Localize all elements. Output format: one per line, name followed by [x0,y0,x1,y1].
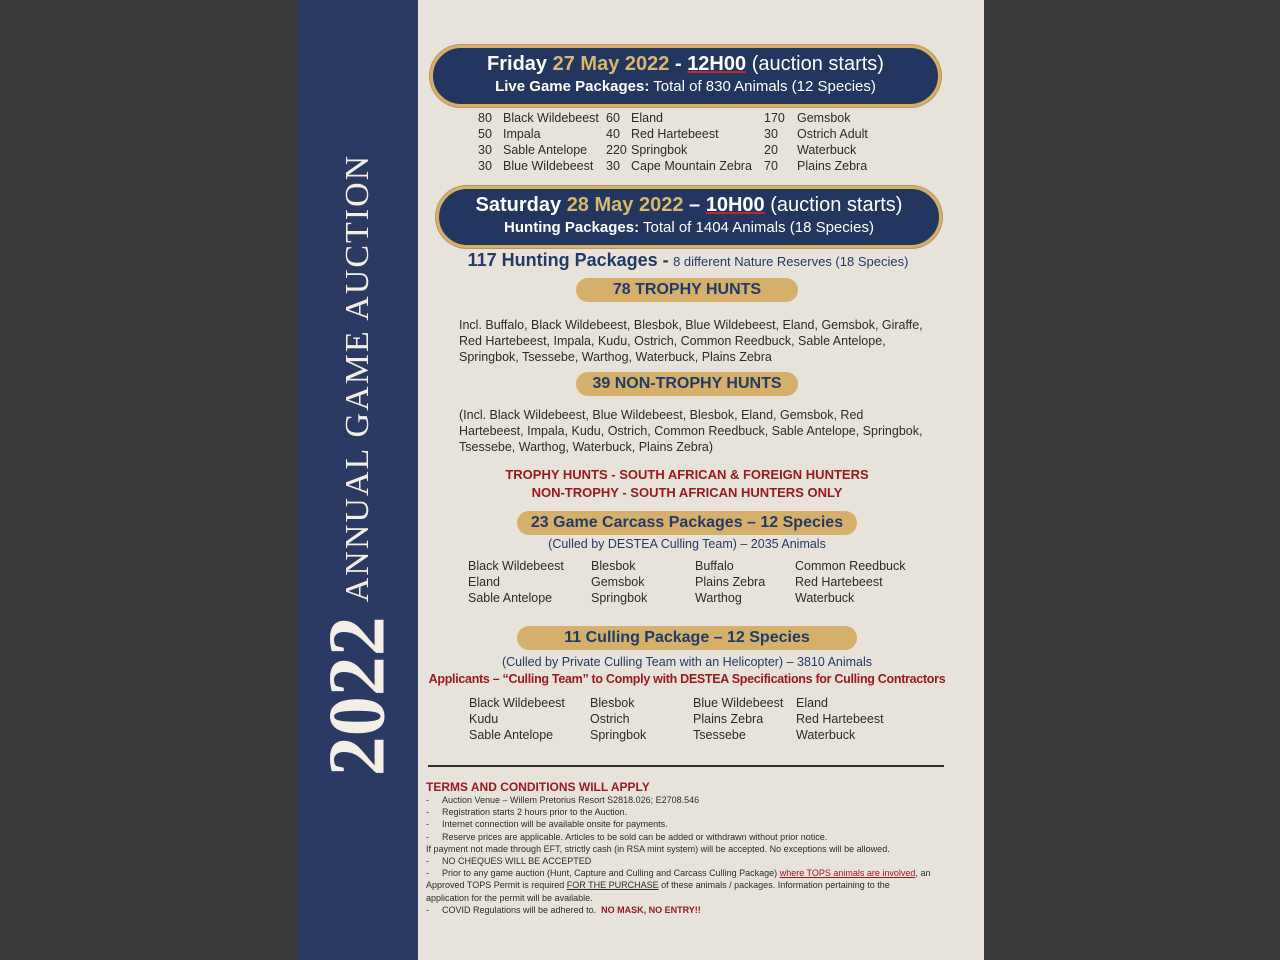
terms-item [426,806,946,818]
non-trophy-hunts-species: (Incl. Black Wildebeest, Blue Wildebeest, Blesbok, Eland, Gemsbok, Red Hartebeest, Impala, Kudu, Ostrich, Common Reedbuck, Sable Antelope, Springbok, Tsessebe, Warthog, Waterbuck, Plains Zebra) [459,408,923,454]
species: Waterbuck [795,591,855,605]
species: Sable Antelope [469,728,554,742]
bullet-dash: - [426,831,429,842]
terms-item [426,831,946,843]
carcass-packages-label: 23 Game Carcass Packages – 12 Species [517,511,857,535]
live-game-list [478,110,868,174]
species: Waterbuck [796,728,856,742]
terms-covid: COVID Regulations will be adhered to. [442,904,597,915]
species: Ostrich [590,712,630,726]
species: Gemsbok [797,111,851,125]
terms-item [426,867,946,879]
friday-banner [430,45,941,107]
species: Warthog [695,591,742,605]
terms-tops-e: FOR THE PURCHASE [566,880,659,891]
culling-applicants-note: Applicants – “Culling Team” to Comply with DESTEA Specifications for Culling Contractors [428,672,946,686]
friday-date: 27 May 2022 [552,53,670,75]
terms-section [426,780,946,916]
count: 40 [606,127,620,141]
saturday-date: 28 May 2022 [566,194,684,216]
live-game-row [478,110,868,126]
species: Gemsbok [591,575,645,589]
count: 70 [764,159,778,173]
hunter-eligibility [428,466,946,502]
count: 80 [478,111,492,125]
species: Red Hartebeest [796,712,884,726]
species: Black Wildebeest [503,111,599,125]
species: Eland [796,696,828,710]
bullet-dash: - [426,904,429,915]
friday-time: 12H00 [687,53,747,75]
saturday-time: 10H00 [705,194,765,216]
saturday-sub-bold: Hunting Packages: [504,219,640,236]
terms-item [426,818,946,830]
friday-sub-bold: Live Game Packages: [495,78,650,95]
species: Sable Antelope [468,591,553,605]
count: 30 [478,143,492,157]
culling-species-list [469,695,884,743]
species: Plains Zebra [695,575,766,589]
carcass-packages-sub: (Culled by DESTEA Culling Team) – 2035 Animals [548,537,826,551]
terms-tops-f: of these animals / packages. Information pertaining to the [661,880,890,891]
friday-sub-rest: Total of 830 Animals (12 Species) [653,78,876,95]
species: Springbok [631,143,688,157]
terms-internet: Internet connection will be available onsite for payments. [442,819,668,830]
terms-covid-red: NO MASK, NO ENTRY!! [601,904,701,915]
species: Ostrich Adult [797,127,868,141]
species: Plains Zebra [797,159,868,173]
hunting-headline-main: 117 Hunting Packages - [467,250,669,270]
terms-tops-b: where TOPS animals are involved [779,868,916,879]
species: Blue Wildebeest [693,696,784,710]
non-trophy-eligibility: NON-TROPHY - SOUTH AFRICAN HUNTERS ONLY [531,485,843,500]
count: 220 [606,143,627,157]
terms-cheques: NO CHEQUES WILL BE ACCEPTED [442,856,592,867]
bullet-dash: - [426,795,429,805]
bullet-dash: - [426,856,429,867]
species: Impala [503,127,541,141]
count: 30 [606,159,620,173]
terms-tops-a: Prior to any game auction (Hunt, Capture and Culling and Carcass Culling Package) [442,868,778,879]
culling-row [469,695,884,711]
culling-row [469,727,884,743]
title-name: ANNUAL GAME AUCTION [339,153,376,603]
species: Springbok [590,728,647,742]
live-game-row [478,126,868,142]
terms-heading: TERMS AND CONDITIONS WILL APPLY [426,780,650,794]
species: Cape Mountain Zebra [631,159,752,173]
trophy-eligibility: TROPHY HUNTS - SOUTH AFRICAN & FOREIGN HUNTERS [505,467,869,482]
carcass-row [468,574,905,590]
hunting-headline-small: 8 different Nature Reserves (18 Species) [673,254,909,269]
carcass-species-list [468,558,905,606]
live-game-row [478,158,868,174]
species: Kudu [469,712,499,726]
count: 170 [764,111,785,125]
species: Waterbuck [797,143,857,157]
auction-poster [298,0,984,960]
trophy-hunts-label: 78 TROPHY HUNTS [576,278,798,302]
terms-item [426,855,946,867]
carcass-row [468,558,905,574]
species: Tsessebe [693,728,746,742]
count: 20 [764,143,778,157]
friday-sep: - [674,53,682,75]
sidebar-band [298,0,418,960]
saturday-banner [436,186,942,248]
saturday-sep: – [689,194,701,216]
saturday-sub-rest: Total of 1404 Animals (18 Species) [642,219,874,236]
terms-payment: If payment not made through EFT, strictly cash (in RSA mint system) will be accepted. No exceptions will be allowed. [426,843,890,854]
species: Red Hartebeest [795,575,883,589]
saturday-note: (auction starts) [770,194,903,216]
terms-registration: Registration starts 2 hours prior to the Auction. [442,807,628,818]
carcass-row [468,590,905,606]
species: Black Wildebeest [469,696,565,710]
non-trophy-hunts-label: 39 NON-TROPHY HUNTS [576,372,798,396]
species: Sable Antelope [503,143,588,157]
species: Red Hartebeest [631,127,719,141]
live-game-row [478,142,868,158]
terms-venue: Auction Venue – Willem Pretorius Resort S2818.026; E2708.546 [442,795,700,805]
terms-tops-d: Approved TOPS Permit is required [426,880,565,891]
culling-package-sub: (Culled by Private Culling Team with an Helicopter) – 3810 Animals [501,655,873,669]
terms-tops-g: application for the permit will be available. [426,892,593,903]
terms-item [426,904,946,916]
trophy-hunts-species: Incl. Buffalo, Black Wildebeest, Blesbok, Blue Wildebeest, Eland, Gemsbok, Giraffe, Red Hartebeest, Impala, Kudu, Ostrich, Common Reedbuck, Sable Antelope, Springbok, Tsessebe, Warthog, Waterbuck, Plains Zebra [459,318,923,364]
saturday-day: Saturday [475,194,562,216]
hunting-headline [428,250,948,271]
friday-day: Friday [487,53,548,75]
bullet-dash: - [426,807,429,818]
title-year: 2022 [313,616,402,777]
terms-tops-line2 [426,879,946,891]
species: Eland [631,111,663,125]
species: Eland [468,575,500,589]
bullet-dash: - [426,819,429,830]
bullet-dash: - [426,868,429,879]
vertical-title [313,154,404,777]
count: 30 [478,159,492,173]
species: Springbok [591,591,648,605]
species: Plains Zebra [693,712,764,726]
friday-note: (auction starts) [751,53,884,75]
divider [428,765,944,767]
terms-tops-c: , an [915,868,931,879]
count: 30 [764,127,778,141]
count: 50 [478,127,492,141]
species: Blue Wildebeest [503,159,594,173]
terms-item [426,794,946,806]
culling-package-label: 11 Culling Package – 12 Species [517,626,857,650]
species: Black Wildebeest [468,559,564,573]
count: 60 [606,111,620,125]
species: Common Reedbuck [795,559,906,573]
culling-row [469,711,884,727]
species: Buffalo [695,559,734,573]
species: Blesbok [590,696,635,710]
terms-reserve: Reserve prices are applicable. Articles to be sold can be added or withdrawn without prior notice. [442,831,828,842]
species: Blesbok [591,559,636,573]
